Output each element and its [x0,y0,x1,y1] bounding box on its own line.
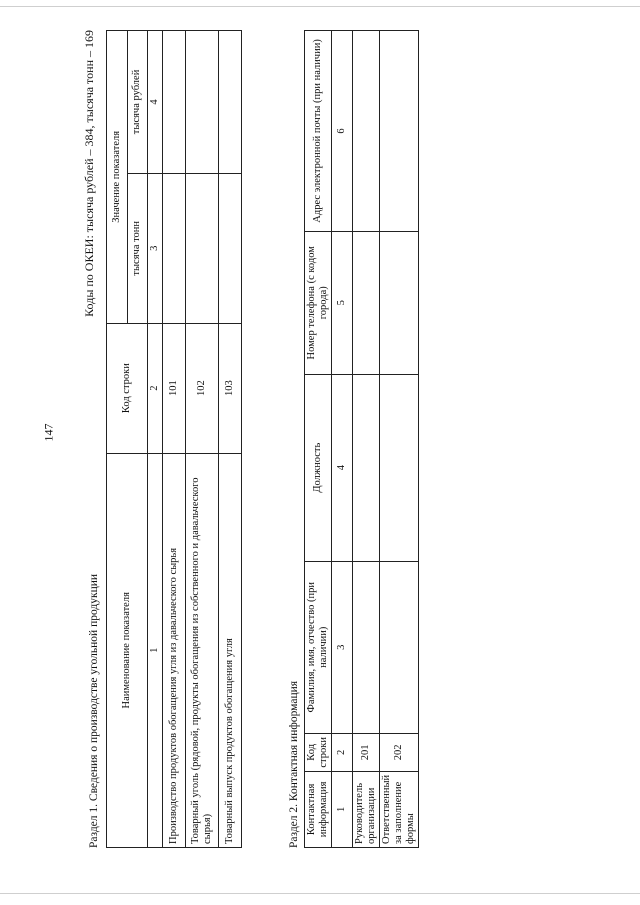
section2-table [304,30,419,848]
header-contact-info: Контактная информация [305,771,332,847]
table-row [219,31,242,848]
header-value-group: Значение показателя [107,31,128,324]
row-email[interactable] [353,31,380,232]
table-row [380,31,419,848]
page-number: 147 [41,423,56,442]
row-phone[interactable] [380,231,419,374]
row-value-tonnes[interactable] [186,173,219,323]
row-value-rubles[interactable] [219,31,242,174]
column-number: 2 [332,733,353,771]
header-thousand-tonnes: тысяча тонн [127,173,148,323]
okei-codes-line: Коды по ОКЕИ: тысяча рублей – 384, тысяча тонн – 169 [82,30,96,317]
header-line-code: Код строки [107,323,148,453]
row-name: Товарный уголь (рядовой, продукты обогащения из собственного и давальческого сырья) [186,453,219,847]
table-row [353,31,380,848]
row-phone[interactable] [353,231,380,374]
section1-title: Раздел 1. Сведения о производстве угольной продукции [88,573,100,848]
row-code: 102 [186,323,219,453]
scan-bottom-edge [0,893,640,894]
row-code: 202 [380,733,419,771]
column-number: 3 [148,173,163,323]
row-code: 201 [353,733,380,771]
row-code: 103 [219,323,242,453]
column-number: 6 [332,31,353,232]
header-line-code: Код строки [305,733,332,771]
section2-title: Раздел 2. Контактная информация [288,680,300,848]
rotated-page-content [82,28,417,848]
column-number: 1 [332,771,353,847]
row-value-tonnes[interactable] [219,173,242,323]
table-row [186,31,219,848]
row-position[interactable] [380,374,419,561]
row-position[interactable] [353,374,380,561]
column-number: 3 [332,561,353,733]
row-full-name[interactable] [380,561,419,733]
header-thousand-rubles: тысяча рублей [127,31,148,174]
row-value-tonnes[interactable] [163,173,186,323]
section1-table [106,30,242,848]
column-number: 5 [332,231,353,374]
scan-top-edge [0,6,640,7]
table-row [163,31,186,848]
column-number: 1 [148,453,163,847]
row-name: Производство продуктов обогащения угля из давальческого сырья [163,453,186,847]
header-email: Адрес электронной почты (при наличии) [305,31,332,232]
row-name: Товарный выпуск продуктов обогащения угля [219,453,242,847]
column-number: 4 [148,31,163,174]
row-value-rubles[interactable] [163,31,186,174]
header-phone: Номер телефона (с кодом города) [305,231,332,374]
column-number: 4 [332,374,353,561]
header-indicator-name: Наименование показателя [107,453,148,847]
row-value-rubles[interactable] [186,31,219,174]
header-position: Должность [305,374,332,561]
header-full-name: Фамилия, имя, отчество (при наличии) [305,561,332,733]
row-contact-label: Ответственный за заполнение формы [380,771,419,847]
row-code: 101 [163,323,186,453]
column-number: 2 [148,323,163,453]
row-full-name[interactable] [353,561,380,733]
row-email[interactable] [380,31,419,232]
row-contact-label: Руководитель организации [353,771,380,847]
